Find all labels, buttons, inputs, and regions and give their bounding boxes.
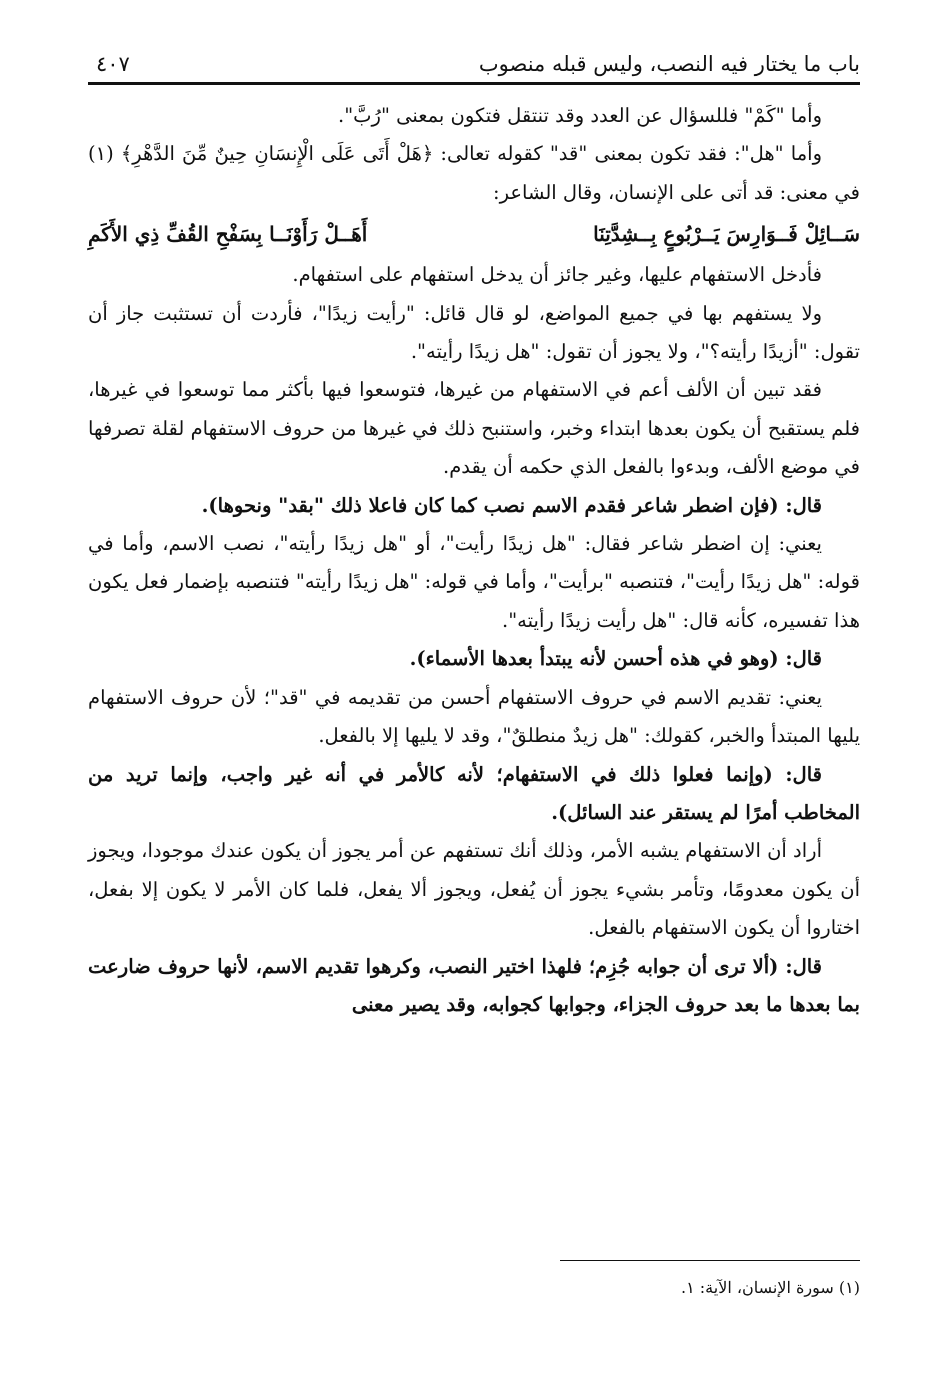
page-body [88, 97, 860, 1024]
quoted-text: قال: (وإنما فعلوا ذلك في الاستفهام؛ لأنه كالأمر في أنه غير واجب، وإنما تريد من المخاطب أمرًا لم يستقر عند السائل). [88, 762, 860, 824]
verse-second-hemistich: أَهَــلْ رَأَوْنَــا بِسَفْحِ القُفِّ ذِي الأَكَمِ [88, 222, 368, 247]
page-header [88, 36, 860, 85]
quoted-text: قال: (وهو في هذه أحسن لأنه يبتدأ بعدها الأسماء). [409, 647, 822, 671]
book-page [88, 36, 860, 1297]
page-number: ٤٠٧ [96, 52, 130, 76]
paragraph: فقد تبين أن الألف أعم في الاستفهام من غيرها، فتوسعوا فيها بأكثر مما توسعوا في غيرها، فلم يستقبح أن يكون بعدها ابتداء وخبر، واستنبح ذلك في غيرها من حروف الاستفهام لقلة تصرفها في موضع الألف، وبدءوا بالفعل الذي حكمه أن يقدم. [88, 378, 860, 479]
quoted-text: قال: (فإن اضطر شاعر فقدم الاسم نصب كما كان فاعلا ذلك "بقد" ونحوها). [201, 493, 822, 517]
paragraph: أراد أن الاستفهام يشبه الأمر، وذلك أنك تستفهم عن أمر يجوز أن يكون عندك موجودا، ويجوز أن يكون معدومًا، وتأمر بشيء يجوز أن يُفعل، ويجوز ألا يفعل، فلما كان الأمر لا يكون إلا بفعل، اختاروا أن يكون الاستفهام بالفعل. [88, 839, 860, 940]
paragraph: يعني: إن اضطر شاعر فقال: "هل زيدًا رأيت"، أو "هل زيدًا رأيته"، نصب الاسم، وأما في قوله: "هل زيدًا رأيت"، فتنصبه "برأيت"، وأما في قوله: "هل زيدًا رأيته" فتنصبه بإضمار فعل يكون هذا تفسيره، كأنه قال: "هل رأيت زيدًا رأيته". [88, 532, 860, 632]
paragraph: وأما "هل": فقد تكون بمعنى "قد" كقوله تعالى: ﴿هَلْ أَتَى عَلَى الْإِنسَانِ حِينٌ مِّنَ الدَّهْرِ﴾ (١) في معنى: قد أتى على الإنسان، وقال الشاعر: [88, 142, 860, 204]
paragraph: يعني: تقديم الاسم في حروف الاستفهام أحسن من تقديمه في "قد"؛ لأن حروف الاستفهام يليها المبتدأ والخبر، كقولك: "هل زيدٌ منطلقٌ"، وقد لا يليها إلا بالفعل. [88, 685, 860, 748]
paragraph: وأما "كَمْ" فللسؤال عن العدد وقد تنتقل فتكون بمعنى "رُبَّ". [338, 104, 822, 127]
paragraph: ولا يستفهم بها في جميع المواضع، لو قال قائل: "رأيت زيدًا"، فأردت أن تستثبت جاز أن تقول: "أزيدًا رأيته؟"، ولا يجوز أن تقول: "هل زيدًا رأيته". [88, 301, 860, 364]
footnote-separator [560, 1260, 860, 1261]
chapter-title: باب ما يختار فيه النصب، وليس قبله منصوب [478, 52, 860, 76]
quoted-text: قال: (ألا ترى أن جوابه جُزِم؛ فلهذا اختير النصب، وكرهوا تقديم الاسم، لأنها حروف ضارعت بما بعدها ما بعد حروف الجزاء، وجوابها كجوابه، وقد يصير معنى [88, 954, 860, 1016]
poetry-verse [88, 212, 860, 256]
footnote: (١) سورة الإنسان، الآية: ١. [681, 1278, 860, 1297]
verse-first-hemistich: سَــائِلْ فَــوَارِسَ يَــرْبُوعٍ بِــشِدَّتِنَا [593, 222, 860, 247]
paragraph: فأدخل الاستفهام عليها، وغير جائز أن يدخل استفهام على استفهام. [292, 263, 822, 287]
